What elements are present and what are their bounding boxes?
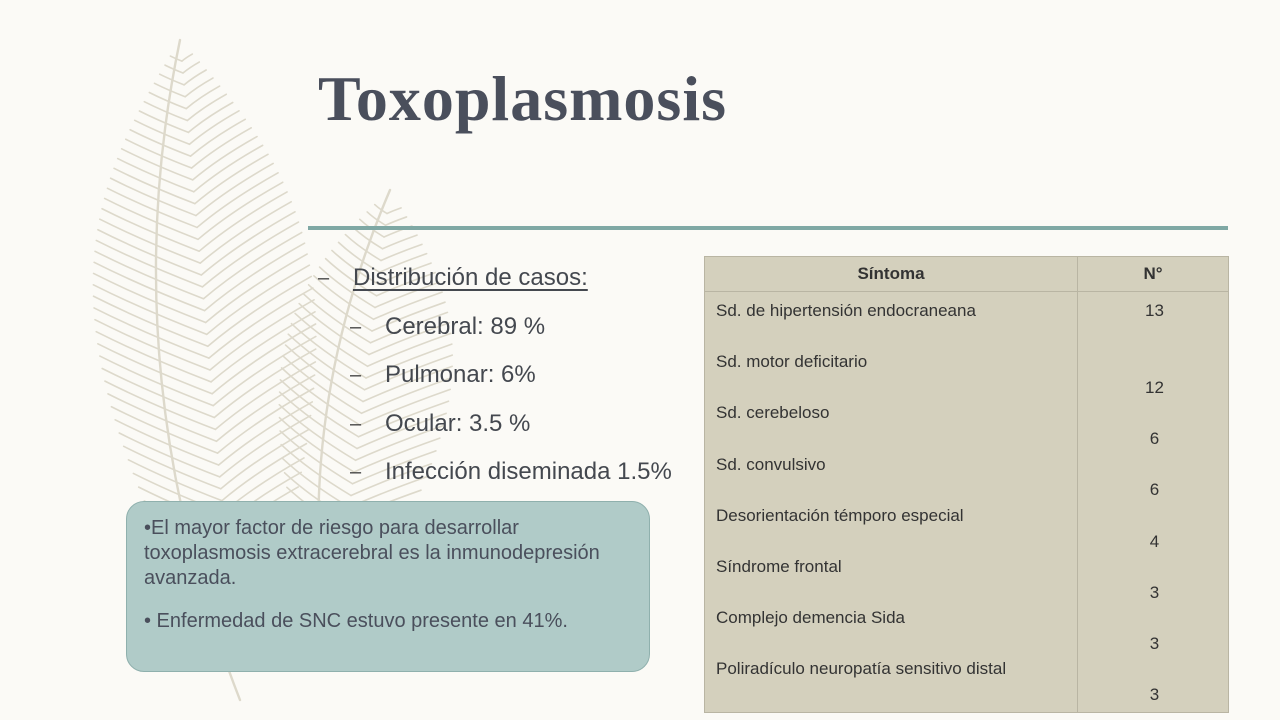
- dash-marker: –: [318, 267, 330, 289]
- column-header-symptom: Síntoma: [705, 257, 1078, 292]
- symptom-name: Sd. convulsivo: [716, 455, 826, 474]
- symptom-count: 6: [1149, 429, 1160, 448]
- bullet-item: [318, 404, 718, 453]
- bullet-item: [318, 307, 718, 356]
- symptom-count: 13: [1145, 301, 1164, 320]
- bullet-item: [318, 355, 718, 404]
- bullet-text: Infección diseminada 1.5%: [385, 458, 672, 485]
- column-header-count: N°: [1078, 257, 1229, 292]
- bullet-item: [318, 452, 718, 501]
- symptom-count: 3: [1149, 634, 1160, 653]
- dash-marker: –: [350, 461, 362, 483]
- note-line: • Enfermedad de SNC estuvo presente en 41%.: [144, 610, 568, 632]
- note-text: [144, 516, 624, 634]
- symptom-name: Poliradículo neuropatía sensitivo distal: [716, 659, 1007, 678]
- bullet-heading: Distribución de casos:: [353, 264, 588, 291]
- slide-title: Toxoplasmosis: [318, 63, 727, 134]
- title-divider: [308, 226, 1228, 230]
- symptom-count: 3: [1149, 685, 1160, 704]
- symptom-table: [704, 256, 1229, 713]
- symptom-column: [705, 292, 1078, 713]
- table-header-row: [705, 257, 1229, 292]
- bullet-text: Pulmonar: 6%: [385, 361, 536, 388]
- dash-marker: –: [350, 364, 362, 386]
- table-body-row: [705, 292, 1229, 713]
- count-column: [1078, 292, 1229, 713]
- dash-marker: –: [350, 315, 362, 338]
- bullet-text: Cerebral: 89 %: [385, 312, 546, 340]
- symptom-name: Sd. cerebeloso: [716, 403, 830, 422]
- symptom-count: 12: [1145, 378, 1164, 397]
- bullet-item: [318, 258, 718, 307]
- symptom-name: Síndrome frontal: [716, 557, 842, 576]
- symptom-name: Complejo demencia Sida: [716, 608, 905, 627]
- symptom-count: 3: [1149, 583, 1160, 602]
- symptom-count: 6: [1149, 480, 1160, 499]
- dash-marker: –: [350, 412, 362, 435]
- note-line: •El mayor factor de riesgo para desarrollar toxoplasmosis extracerebral es la inmunodepresión avanzada.: [144, 517, 600, 589]
- bullet-text: Ocular: 3.5 %: [385, 409, 531, 437]
- symptom-count: 4: [1149, 532, 1160, 551]
- symptom-name: Desorientación témporo especial: [716, 506, 964, 525]
- symptom-name: Sd. motor deficitario: [716, 352, 868, 371]
- bullet-list: [318, 258, 718, 501]
- symptom-name: Sd. de hipertensión endocraneana: [716, 301, 976, 320]
